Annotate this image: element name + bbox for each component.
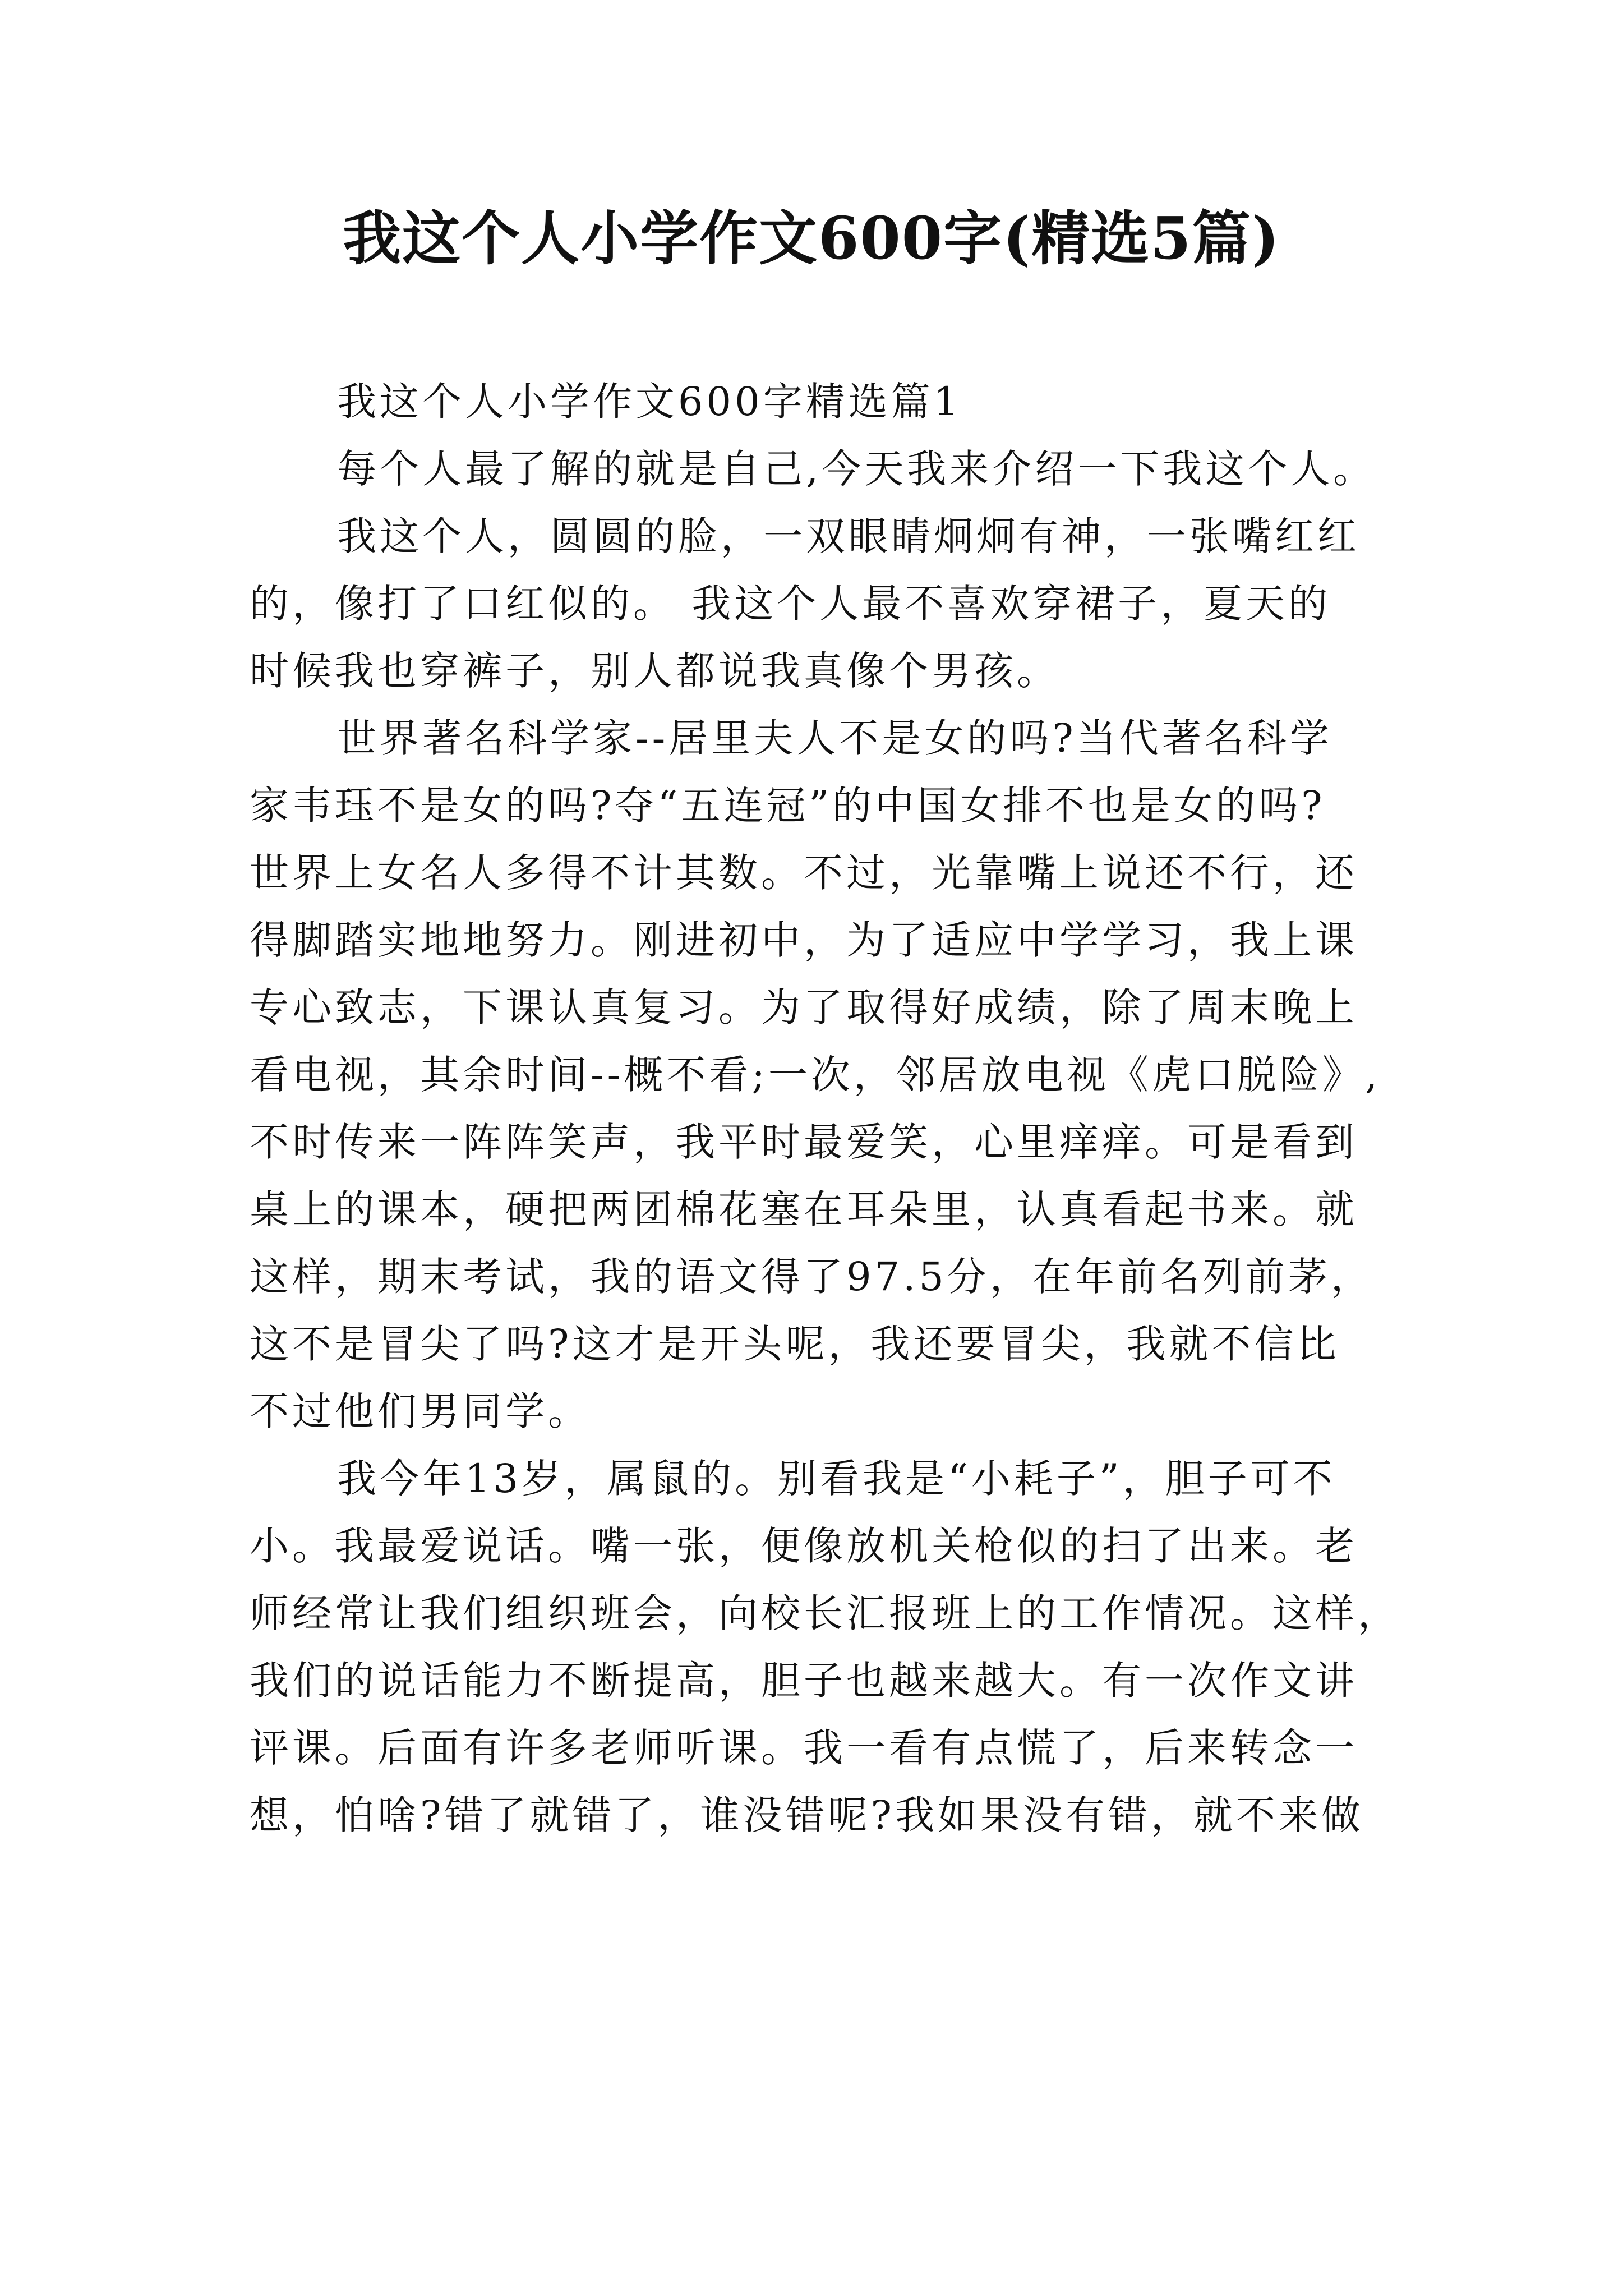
document-body xyxy=(250,368,1410,1849)
body-line: 我这个人小学作文600字精选篇1 xyxy=(337,379,962,425)
body-line: 我今年13岁，属鼠的。别看我是“小耗子”，胆子可不 xyxy=(337,1456,1336,1502)
body-line: 桌上的课本，硬把两团棉花塞在耳朵里，认真看起书来。就 xyxy=(250,1186,1358,1232)
body-line: 想，怕啥?错了就错了，谁没错呢?我如果没有错，就不来做 xyxy=(250,1792,1364,1838)
body-line: 我这个人，圆圆的脸，一双眼睛炯炯有神，一张嘴红红 xyxy=(337,513,1360,559)
body-line: 看电视，其余时间--概不看;一次，邻居放电视《虎口脱险》, xyxy=(250,1052,1381,1098)
body-line: 每个人最了解的就是自己,今天我来介绍一下我这个人。 xyxy=(337,446,1376,492)
body-line: 不过他们男同学。 xyxy=(250,1388,591,1434)
body-line: 小。我最爱说话。嘴一张，便像放机关枪似的扫了出来。老 xyxy=(250,1523,1358,1569)
body-line: 我们的说话能力不断提高，胆子也越来越大。有一次作文讲 xyxy=(250,1658,1358,1704)
document-title: 我这个人小学作文600字(精选5篇) xyxy=(343,204,1280,273)
body-line: 不时传来一阵阵笑声，我平时最爱笑，心里痒痒。可是看到 xyxy=(250,1119,1358,1165)
body-line: 的，像打了口红似的。 我这个人最不喜欢穿裙子，夏天的 xyxy=(250,581,1331,627)
body-line: 这样，期末考试，我的语文得了97.5分，在年前名列前茅， xyxy=(250,1254,1373,1300)
body-line: 这不是冒尖了吗?这才是开头呢，我还要冒尖，我就不信比 xyxy=(250,1321,1340,1367)
body-line: 评课。后面有许多老师听课。我一看有点慌了，后来转念一 xyxy=(250,1725,1358,1771)
body-line: 家韦珏不是女的吗?夺“五连冠”的中国女排不也是女的吗? xyxy=(250,783,1326,829)
body-line: 世界著名科学家--居里夫人不是女的吗?当代著名科学 xyxy=(337,715,1332,761)
body-line: 时候我也穿裤子，别人都说我真像个男孩。 xyxy=(250,648,1059,694)
body-line: 世界上女名人多得不计其数。不过，光靠嘴上说还不行，还 xyxy=(250,850,1358,896)
body-line: 师经常让我们组织班会，向校长汇报班上的工作情况。这样， xyxy=(250,1590,1400,1636)
body-line: 专心致志，下课认真复习。为了取得好成绩，除了周末晚上 xyxy=(250,984,1358,1030)
body-line: 得脚踏实地地努力。刚进初中，为了适应中学学习，我上课 xyxy=(250,917,1358,963)
